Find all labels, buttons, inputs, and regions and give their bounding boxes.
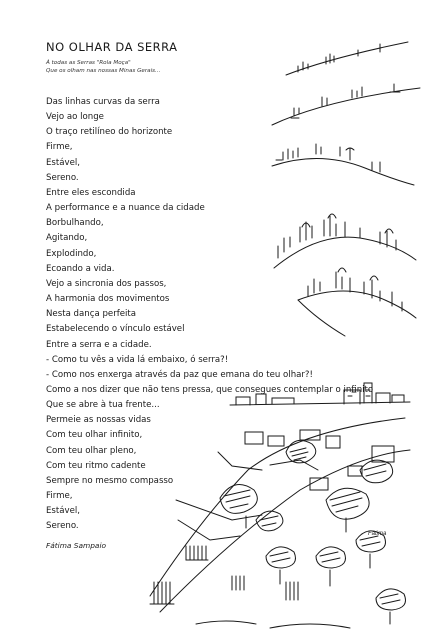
poem-line: Firme,	[46, 491, 73, 502]
poem-line: Estável,	[46, 506, 81, 517]
poem-line: Com teu ritmo cadente	[46, 460, 146, 471]
poem-line: Com teu olhar pleno,	[46, 445, 137, 456]
poem-title: NO OLHAR DA SERRA	[46, 40, 178, 54]
artist-signature: Fátima	[368, 531, 387, 537]
poem-line: - Como tu vês a vida lá embaixo, ó serra?!	[46, 354, 229, 365]
poem-line: Vejo a sincronia dos passos,	[46, 278, 167, 289]
hill-sketch-1	[286, 42, 408, 75]
poem-line: A performance e a nuance da cidade	[46, 203, 205, 214]
hill-sketch-2	[272, 84, 420, 125]
poem-line: Sereno.	[46, 521, 79, 532]
poem-line: Com teu olhar infinito,	[46, 430, 143, 441]
poem-line: Borbulhando,	[46, 218, 104, 229]
poem-line: Permeie as nossas vidas	[46, 415, 151, 426]
poem-line: Ecoando a vida.	[46, 263, 115, 274]
poem-line: Nesta dança perfeita	[46, 309, 137, 320]
poem-line: Estável,	[46, 157, 81, 168]
poem-line: Explodindo,	[46, 248, 97, 259]
poem-line: Entre eles escondida	[46, 187, 136, 198]
dedication-line: À todas as Serras "Rola Moça"	[46, 60, 131, 66]
poem-line: Sereno.	[46, 172, 79, 183]
poem-line: A harmonia dos movimentos	[46, 294, 170, 305]
poem-line: Vejo ao longe	[46, 112, 104, 123]
poem-line: Firme,	[46, 142, 73, 153]
poem-line: Que se abre à tua frente...	[46, 400, 160, 411]
poem-line: Agitando,	[46, 233, 88, 244]
poem-line: - Como nos enxerga através da paz que emana do teu olhar?!	[46, 369, 313, 380]
hill-sketch-4	[274, 214, 416, 268]
dedication-line: Que os olham nas nossas Minas Gerais...	[46, 67, 161, 74]
poem-line: Entre a serra e a cidade.	[46, 339, 152, 350]
author-name: Fátima Sampaio	[46, 541, 107, 550]
poem-line: Estabelecendo o vínculo estável	[46, 324, 185, 335]
poem-line: Das linhas curvas da serra	[46, 97, 160, 107]
hill-sketch-3	[272, 144, 414, 185]
poem-line: Sempre no mesmo compasso	[46, 475, 174, 486]
hill-sketch-5	[298, 268, 416, 336]
poem-line: Como a nos dizer que não tens pressa, que consegues contemplar o infinito	[46, 384, 374, 395]
poem-line: O traço retilíneo do horizonte	[46, 127, 173, 138]
city-landscape	[150, 383, 410, 628]
